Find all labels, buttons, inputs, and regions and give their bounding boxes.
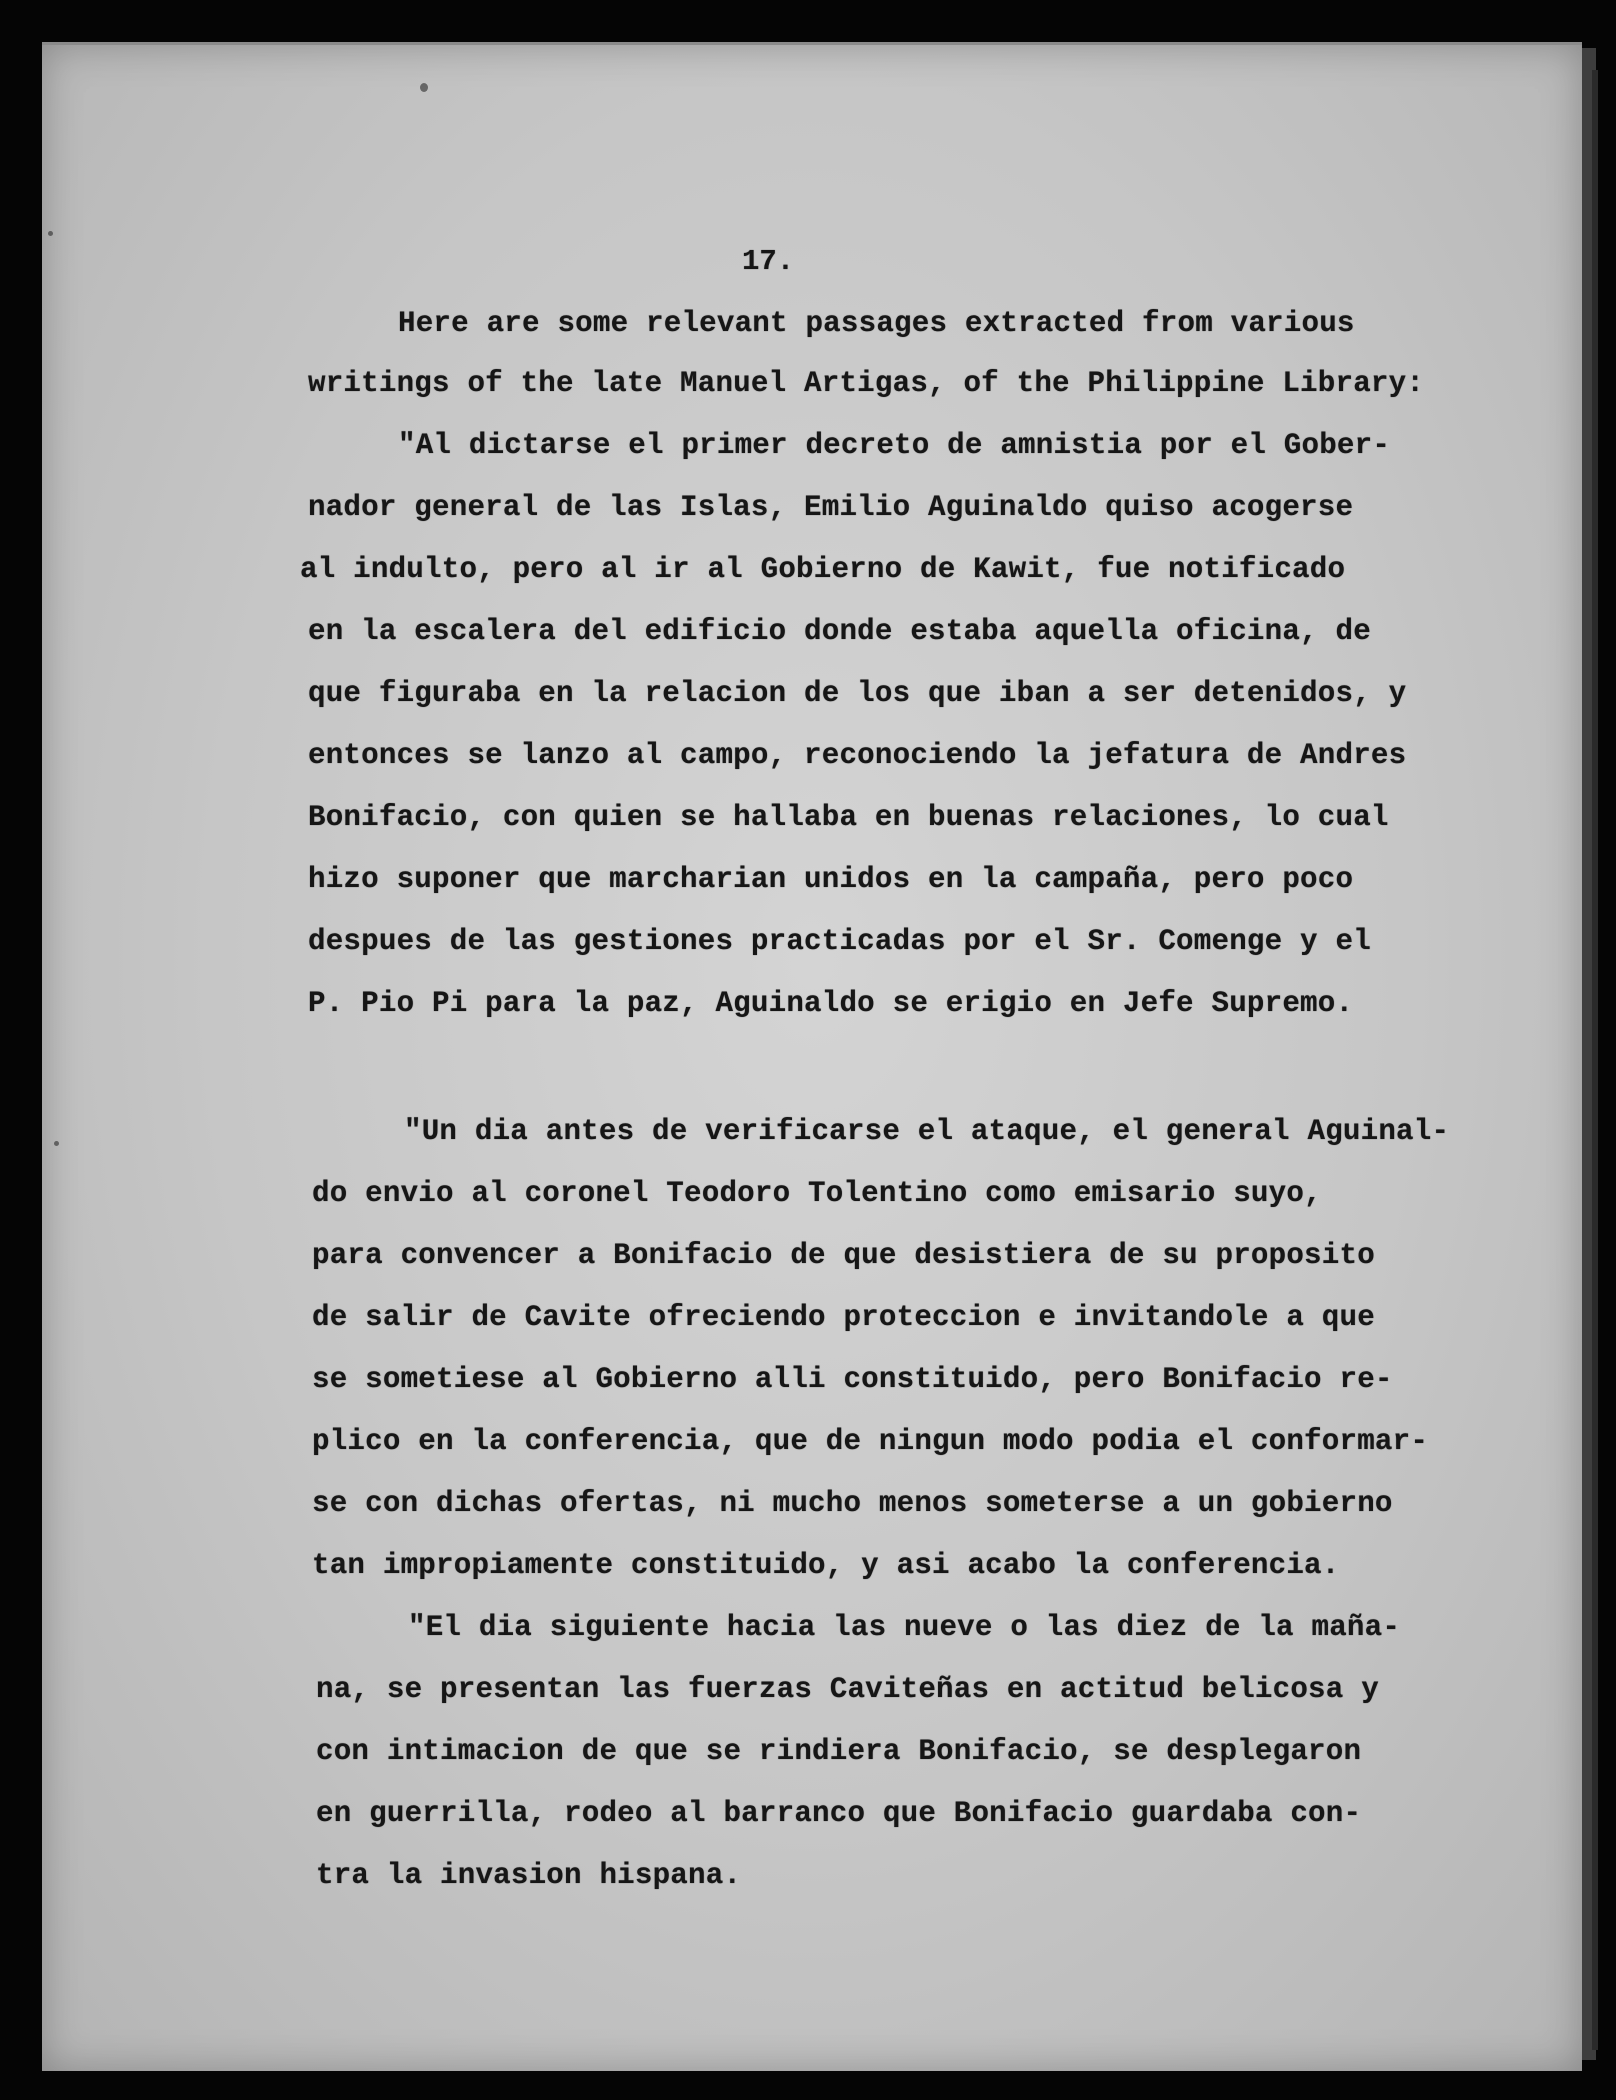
- paragraph-2-line: do envio al coronel Teodoro Tolentino como emisario suyo,: [312, 1177, 1322, 1210]
- paragraph-1-line: que figuraba en la relacion de los que iban a ser detenidos, y: [308, 677, 1407, 710]
- paragraph-2-line: plico en la conferencia, que de ningun modo podia el conformar-: [312, 1425, 1429, 1458]
- paragraph-1-line: "Al dictarse el primer decreto de amnistia por el Gober-: [398, 429, 1391, 462]
- intro-line: writings of the late Manuel Artigas, of the Philippine Library:: [308, 367, 1425, 400]
- paragraph-2-line: para convencer a Bonifacio de que desistiera de su proposito: [312, 1239, 1375, 1272]
- paragraph-3-line: "El dia siguiente hacia las nueve o las diez de la maña-: [408, 1611, 1401, 1644]
- paragraph-1-line: en la escalera del edificio donde estaba aquella oficina, de: [308, 615, 1371, 648]
- paragraph-3-line: na, se presentan las fuerzas Caviteñas en actitud belicosa y: [316, 1673, 1379, 1706]
- page-number: 17.: [742, 245, 795, 278]
- paragraph-1-line: al indulto, pero al ir al Gobierno de Kawit, fue notificado: [300, 553, 1346, 586]
- paragraph-2-line: "Un dia antes de verificarse el ataque, el general Aguinal-: [404, 1115, 1450, 1148]
- paragraph-1-line: P. Pio Pi para la paz, Aguinaldo se erigio en Jefe Supremo.: [308, 987, 1354, 1020]
- paragraph-2-line: tan impropiamente constituido, y asi acabo la conferencia.: [312, 1549, 1340, 1582]
- page-text: [42, 45, 1582, 2071]
- paragraph-2-line: de salir de Cavite ofreciendo proteccion e invitandole a que: [312, 1301, 1375, 1334]
- underlying-sheet-edge-2: [1592, 70, 1598, 2050]
- paragraph-1-line: despues de las gestiones practicadas por el Sr. Comenge y el: [308, 925, 1371, 958]
- paragraph-1-line: hizo suponer que marcharian unidos en la campaña, pero poco: [308, 863, 1354, 896]
- paragraph-1-line: Bonifacio, con quien se hallaba en buenas relaciones, lo cual: [308, 801, 1389, 834]
- paragraph-3-line: en guerrilla, rodeo al barranco que Bonifacio guardaba con-: [316, 1797, 1362, 1830]
- paragraph-3-line: con intimacion de que se rindiera Bonifacio, se desplegaron: [316, 1735, 1362, 1768]
- typewritten-page: [42, 42, 1582, 2071]
- paragraph-2-line: se sometiese al Gobierno alli constituido, pero Bonifacio re-: [312, 1363, 1393, 1396]
- paragraph-2-line: se con dichas ofertas, ni mucho menos someterse a un gobierno: [312, 1487, 1393, 1520]
- intro-line: Here are some relevant passages extracted from various: [398, 307, 1355, 340]
- paragraph-3-line: tra la invasion hispana.: [316, 1859, 742, 1892]
- paragraph-1-line: entonces se lanzo al campo, reconociendo la jefatura de Andres: [308, 739, 1407, 772]
- paragraph-1-line: nador general de las Islas, Emilio Aguinaldo quiso acogerse: [308, 491, 1354, 524]
